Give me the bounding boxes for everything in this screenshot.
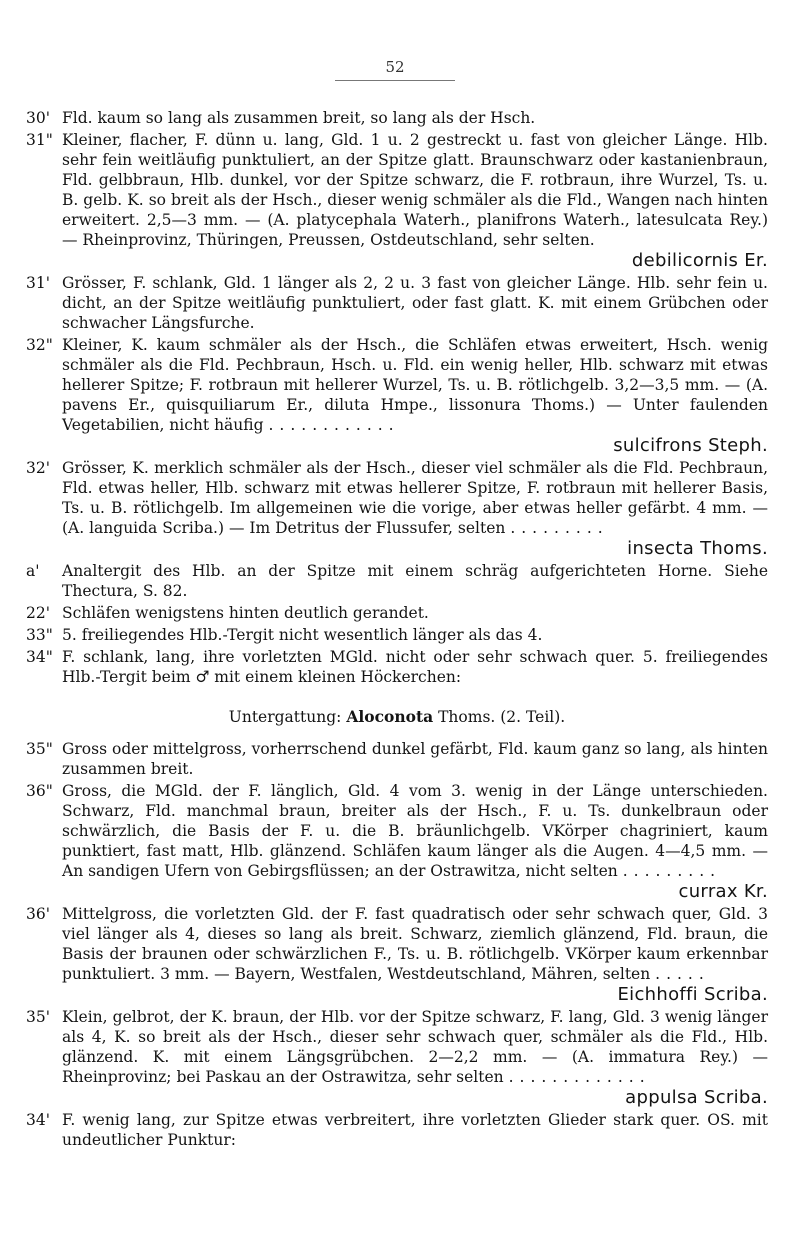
entry-number: 36' [26, 905, 50, 923]
entry-description: Klein, gelbrot, der K. braun, der Hlb. vor der Spitze schwarz, F. lang, Gld. 3 wenig länger als 4, K. so breit als der Hsch., dieser sehr schwach quer, schmäler als die Fld., Hlb. glänzend. K. mit einem Längsgrübchen. 2—2,2 mm. — (A. immatura Rey.) — Rheinprovinz; bei Paskau an der Ostrawitza, sehr selten [62, 1008, 768, 1086]
entry-description: Fld. kaum so lang als zusammen breit, so lang als der Hsch. [62, 109, 536, 127]
species-name: insecta Thoms. [627, 538, 768, 559]
entry-text [62, 904, 768, 984]
entry-text [62, 458, 768, 538]
subgenus-heading [26, 707, 768, 727]
entry-number: 34" [26, 648, 53, 666]
entry-text [62, 1110, 768, 1150]
entry-number: 31' [26, 274, 50, 292]
entry-number: 35" [26, 740, 53, 758]
key-entry [26, 335, 768, 456]
species-name: Eichhoffi Scriba. [617, 984, 768, 1005]
entry-text [62, 273, 768, 333]
key-entries-bottom [26, 739, 768, 1150]
species-line [62, 881, 768, 902]
page-number: 52 [0, 58, 790, 81]
key-entry [26, 458, 768, 559]
dot-leaders: ......... [510, 519, 609, 537]
key-entry [26, 625, 768, 645]
entry-text [62, 335, 768, 435]
species-line [62, 250, 768, 271]
entry-number: a' [26, 562, 40, 580]
entry-description: Gross oder mittelgross, vorherrschend dunkel gefärbt, Fld. kaum ganz so lang, als hinten zusammen breit. [62, 740, 768, 778]
key-entry [26, 108, 768, 128]
key-entry [26, 130, 768, 271]
key-entry [26, 603, 768, 623]
entry-number: 22' [26, 604, 50, 622]
entry-text [62, 130, 768, 250]
entry-number: 35' [26, 1008, 50, 1026]
entry-text [62, 781, 768, 881]
key-entry [26, 904, 768, 1005]
entry-description: Kleiner, flacher, F. dünn u. lang, Gld. 1 u. 2 gestreckt u. fast von gleicher Länge. Hlb. sehr fein weitläufig punktuliert, an der Spitze glatt. Braunschwarz oder kastanienbraun, Fld. gelbbraun, Hlb. dunkel, vor der Spitze schwarz, die F. rotbraun, ihre Wurzel, Ts. u. B. gelb. K. so breit als der Hsch., dieser wenig schmäler als die Fld., Wangen nach hinten erweitert. 2,5—3 mm. — (A. platycephala Waterh., planifrons Waterh., latesulcata Rey.) — Rheinprovinz, Thüringen, Preussen, Ostdeutschland, sehr selten. [62, 131, 768, 249]
species-name: appulsa Scriba. [625, 1087, 768, 1108]
entry-description: Kleiner, K. kaum schmäler als der Hsch., die Schläfen etwas erweitert, Hsch. wenig schmäler als die Fld. Pechbraun, Hsch. u. Fld. ein wenig heller, Hlb. schwarz mit etwas hellerer Spitze; F. rotbraun mit hellerer Wurzel, Ts. u. B. rötlichgelb. 3,2—3,5 mm. — (A. pavens Er., quisquiliarum Er., diluta Hmpe., lissonura Thoms.) — Unter faulenden Vegetabilien, nicht häufig [62, 336, 768, 434]
entry-number: 36" [26, 782, 53, 800]
species-line [62, 1087, 768, 1108]
key-entry [26, 781, 768, 902]
species-line [62, 435, 768, 456]
entry-number: 31" [26, 131, 53, 149]
entry-text [62, 1007, 768, 1087]
entry-text [62, 603, 768, 623]
entry-description: Schläfen wenigstens hinten deutlich gerandet. [62, 604, 429, 622]
entry-number: 32" [26, 336, 53, 354]
entry-description: Grösser, F. schlank, Gld. 1 länger als 2, 2 u. 3 fast von gleicher Länge. Hlb. sehr fein u. dicht, an der Spitze weitläufig punktuliert, oder fast glatt. K. mit einem Grübchen oder schwacher Längsfurche. [62, 274, 768, 332]
subheading-prefix: Untergattung: [228, 708, 342, 726]
key-entry [26, 1110, 768, 1150]
species-name: debilicornis Er. [631, 250, 768, 271]
species-line [62, 538, 768, 559]
entry-description: Mittelgross, die vorletzten Gld. der F. fast quadratisch oder sehr schwach quer, Gld. 3 viel länger als 4, dieses so lang als breit. Schwarz, ziemlich glänzend, Fld. braun, die Basis der braunen oder schwärzlichen F., Ts. u. B. rötlichgelb. VKörper kaum erkennbar punktuliert. 3 mm. — Bayern, Westfalen, Westdeutschland, Mähren, selten [62, 905, 768, 983]
entry-text [62, 647, 768, 687]
species-name: currax Kr. [678, 881, 768, 902]
dot-leaders: ......... [622, 862, 722, 880]
species-name: sulcifrons Steph. [613, 435, 768, 456]
entry-number: 32' [26, 459, 50, 477]
entry-number: 33" [26, 626, 53, 644]
species-line [62, 984, 768, 1005]
key-entry [26, 739, 768, 779]
key-entry [26, 647, 768, 687]
key-entry [26, 273, 768, 333]
entry-description: F. schlank, lang, ihre vorletzten MGld. nicht oder sehr schwach quer. 5. freiliegendes Hlb.-Tergit beim ♂ mit einem kleinen Höckerchen: [62, 648, 768, 686]
entry-description: 5. freiliegendes Hlb.-Tergit nicht wesentlich länger als das 4. [62, 626, 543, 644]
entry-description: F. wenig lang, zur Spitze etwas verbreitert, ihre vorletzten Glieder stark quer. OS. mit undeutlicher Punktur: [62, 1111, 768, 1149]
entry-description: Analtergit des Hlb. an der Spitze mit einem schräg aufgerichteten Horne. Siehe Thectura, S. 82. [62, 562, 768, 600]
subheading-suffix: Thoms. (2. Teil). [438, 708, 566, 726]
entry-description: Gross, die MGld. der F. länglich, Gld. 4 vom 3. wenig in der Länge unterschieden. Schwarz, Fld. manchmal braun, breiter als der Hsch., F. u. Ts. dunkelbraun oder schwärzlich, die Basis der F. u. die B. bräunlichgelb. VKörper chagriniert, kaum punktiert, fast matt, Hlb. glänzend. Schläfen kaum länger als die Augen. 4—4,5 mm. — An sandigen Ufern von Gebirgsflüssen; an der Ostrawitza, nicht selten [62, 782, 768, 880]
dot-leaders: ............ [268, 416, 400, 434]
entry-number: 30' [26, 109, 50, 127]
key-entry [26, 1007, 768, 1108]
entry-number: 34' [26, 1111, 50, 1129]
entry-text [62, 561, 768, 601]
dot-leaders: ............. [508, 1068, 651, 1086]
key-entry [26, 561, 768, 601]
entry-text [62, 739, 768, 779]
key-entries-top [26, 108, 768, 687]
dot-leaders: ..... [655, 965, 710, 983]
entry-text [62, 625, 768, 645]
subheading-genus: Aloconota [346, 707, 434, 726]
entry-text [62, 108, 768, 128]
entry-description: Grösser, K. merklich schmäler als der Hsch., dieser viel schmäler als die Fld. Pechbraun, Fld. etwas heller, Hlb. schwarz mit etwas hellerer Spitze, F. rotbraun mit hellerer Basis, Ts. u. B. rötlichgelb. Im allgemeinen wie die vorige, aber etwas heller gefärbt. 4 mm. — (A. languida Scriba.) — Im Detritus der Flussufer, selten [62, 459, 768, 537]
